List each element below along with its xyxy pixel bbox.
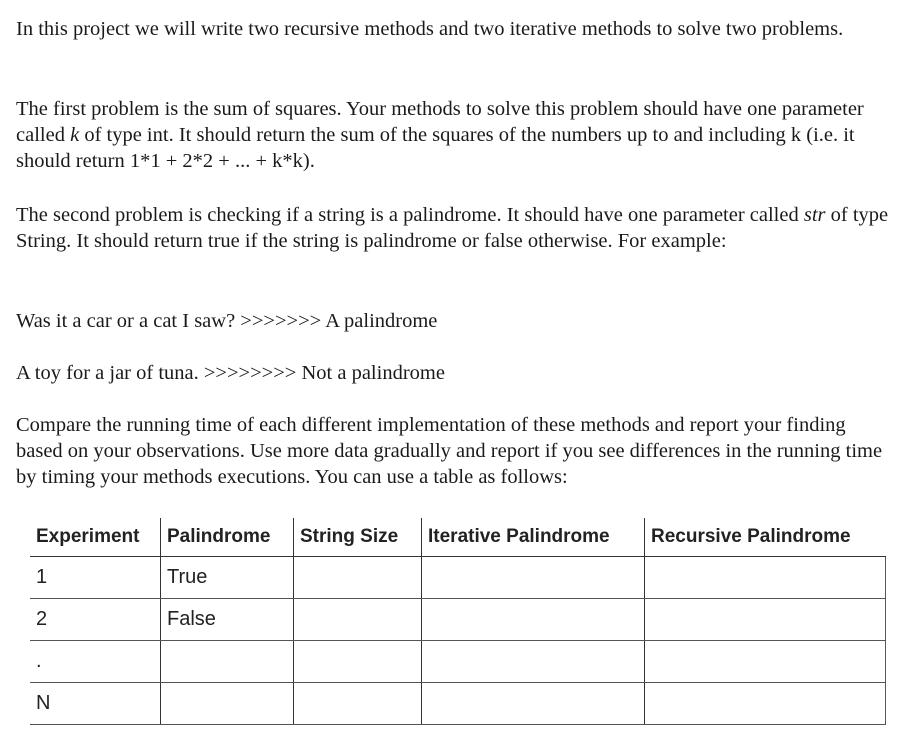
table-row — [30, 683, 885, 725]
cell-string-size — [294, 683, 422, 725]
palindrome-paragraph — [16, 202, 896, 254]
p2-text-b: of type int. It should return the sum of the squares of the numbers up to and including k (i.e. it should return 1*1 + 2*2 + ... + k*k). — [16, 124, 855, 172]
param-k: k — [70, 124, 80, 146]
cell-palindrome: True — [161, 557, 294, 599]
cell-string-size — [294, 641, 422, 683]
example-not-palindrome: A toy for a jar of tuna. >>>>>>>> Not a palindrome — [16, 362, 445, 384]
header-iterative-palindrome: Iterative Palindrome — [422, 518, 645, 557]
results-table — [30, 518, 886, 725]
cell-palindrome: False — [161, 599, 294, 641]
cell-iterative — [422, 599, 645, 641]
header-palindrome: Palindrome — [161, 518, 294, 557]
table-row — [30, 641, 885, 683]
cell-string-size — [294, 599, 422, 641]
sum-of-squares-paragraph — [16, 96, 896, 174]
table-row — [30, 599, 885, 641]
cell-experiment: 2 — [30, 599, 161, 641]
intro-paragraph: In this project we will write two recursive methods and two iterative methods to solve two problems. — [16, 18, 844, 40]
header-string-size: String Size — [294, 518, 422, 557]
example-palindrome: Was it a car or a cat I saw? >>>>>>> A palindrome — [16, 310, 438, 332]
cell-recursive — [645, 641, 886, 683]
cell-iterative — [422, 641, 645, 683]
cell-experiment: 1 — [30, 557, 161, 599]
p2-text-a: The first problem is the sum of squares. Your methods to solve this problem should have one parameter called — [16, 98, 864, 146]
cell-recursive — [645, 557, 886, 599]
header-recursive-palindrome: Recursive Palindrome — [645, 518, 886, 557]
cell-iterative — [422, 683, 645, 725]
cell-palindrome — [161, 641, 294, 683]
p3-text-a: The second problem is checking if a string is a palindrome. It should have one parameter called — [16, 204, 804, 226]
cell-recursive — [645, 599, 886, 641]
compare-paragraph: Compare the running time of each different implementation of these methods and report your finding based on your observations. Use more data gradually and report if you see differences in the running time by timing your methods executions. You can use a table as follows: — [16, 414, 883, 488]
cell-iterative — [422, 557, 645, 599]
param-str: str — [803, 204, 826, 226]
cell-palindrome — [161, 683, 294, 725]
cell-experiment: . — [30, 641, 161, 683]
table-row — [30, 557, 885, 599]
cell-string-size — [294, 557, 422, 599]
table-header-row — [30, 518, 885, 557]
header-experiment: Experiment — [30, 518, 161, 557]
p3-text-b: of type String. It should return true if the string is palindrome or false otherwise. For example: — [16, 204, 889, 252]
cell-experiment: N — [30, 683, 161, 725]
cell-recursive — [645, 683, 886, 725]
